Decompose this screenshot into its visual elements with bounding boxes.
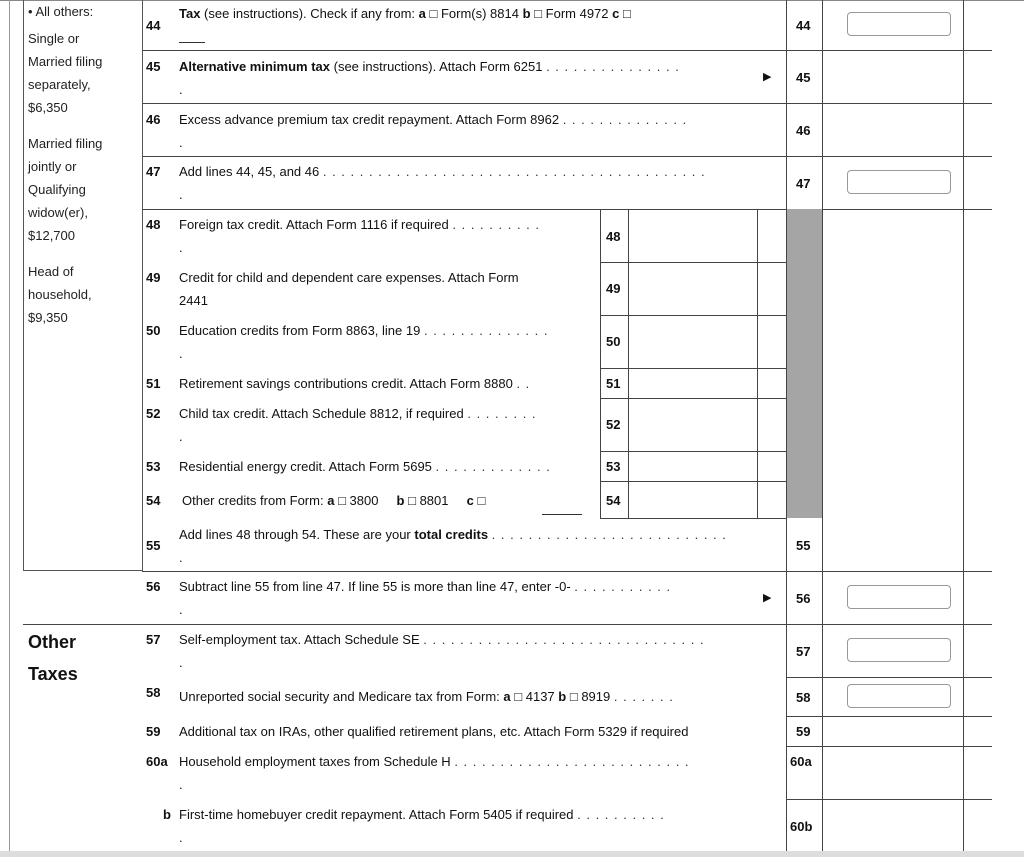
box-label-54: 54 bbox=[606, 493, 621, 508]
line-47-input[interactable] bbox=[847, 170, 951, 194]
box-label-48: 48 bbox=[606, 229, 621, 244]
box-label-51: 51 bbox=[606, 376, 621, 391]
line-56-text: Subtract line 55 from line 47. If line 55 is more than line 47, enter -0- . . . . . . . . . . . bbox=[179, 579, 672, 594]
checkbox-44c[interactable]: □ bbox=[622, 6, 631, 21]
line-54-number: 54 bbox=[146, 493, 161, 508]
box-label-56: 56 bbox=[796, 591, 811, 606]
line-57-input[interactable] bbox=[847, 638, 951, 662]
line-44-text: Tax (see instructions). Check if any from: a □ Form(s) 8814 b □ Form 4972 c □ bbox=[179, 6, 631, 21]
line-57-text: Self-employment tax. Attach Schedule SE . . . . . . . . . . . . . . . . . . . . . . . . . . . . . . . bbox=[179, 632, 705, 647]
line-46-number: 46 bbox=[146, 112, 161, 127]
line-48-dot: . bbox=[179, 240, 183, 255]
line-51-text: Retirement savings contributions credit. Attach Form 8880 . . bbox=[179, 376, 531, 391]
checkbox-8814[interactable]: □ bbox=[429, 6, 438, 21]
box-label-47: 47 bbox=[796, 176, 811, 191]
line-44-number: 44 bbox=[146, 18, 161, 33]
line-57-dot: . bbox=[179, 655, 183, 670]
horizontal-scrollbar[interactable] bbox=[0, 851, 1024, 857]
checkbox-8801[interactable]: □ bbox=[408, 493, 416, 508]
line-45-dot: . bbox=[179, 82, 183, 97]
line-46-dot: . bbox=[179, 135, 183, 150]
line-52-text: Child tax credit. Attach Schedule 8812, if required . . . . . . . . bbox=[179, 406, 537, 421]
line-55-number: 55 bbox=[146, 538, 161, 553]
line-45-text: Alternative minimum tax (see instructions). Attach Form 6251 . . . . . . . . . . . . . . . bbox=[179, 59, 680, 74]
line-49-text: Credit for child and dependent care expenses. Attach Form bbox=[179, 270, 519, 285]
box-label-44: 44 bbox=[796, 18, 811, 33]
line-60b-dot: . bbox=[179, 830, 183, 845]
line-54-blank[interactable] bbox=[542, 514, 582, 515]
line-45-number: 45 bbox=[146, 59, 161, 74]
checkbox-4972[interactable]: □ bbox=[534, 6, 543, 21]
line-48-text: Foreign tax credit. Attach Form 1116 if required . . . . . . . . . . bbox=[179, 217, 541, 232]
box-label-57: 57 bbox=[796, 644, 811, 659]
line-47-number: 47 bbox=[146, 164, 161, 179]
line-59-text: Additional tax on IRAs, other qualified retirement plans, etc. Attach Form 5329 if required bbox=[179, 724, 689, 739]
arrow-icon: ▶ bbox=[763, 71, 772, 83]
box-label-49: 49 bbox=[606, 281, 621, 296]
line-44-blank[interactable] bbox=[179, 42, 205, 43]
line-60b-text: First-time homebuyer credit repayment. Attach Form 5405 if required . . . . . . . . . . bbox=[179, 807, 665, 822]
line-56-number: 56 bbox=[146, 579, 161, 594]
line-60a-dot: . bbox=[179, 777, 183, 792]
line-60a-number: 60a bbox=[146, 754, 168, 769]
line-48-number: 48 bbox=[146, 217, 161, 232]
line-46-text: Excess advance premium tax credit repayment. Attach Form 8962 . . . . . . . . . . . . . . bbox=[179, 112, 688, 127]
line-52-number: 52 bbox=[146, 406, 161, 421]
box-label-60b: 60b bbox=[790, 819, 813, 834]
line-55-dot: . bbox=[179, 550, 183, 565]
box-label-55: 55 bbox=[796, 538, 811, 553]
line-55-text: Add lines 48 through 54. These are your total credits . . . . . . . . . . . . . . . . . . . . . . . . . . bbox=[179, 527, 727, 542]
box-label-52: 52 bbox=[606, 417, 621, 432]
line-51-number: 51 bbox=[146, 376, 161, 391]
shaded-column bbox=[787, 209, 822, 518]
line-50-number: 50 bbox=[146, 323, 161, 338]
line-52-dot: . bbox=[179, 429, 183, 444]
line-47-dot: . bbox=[179, 187, 183, 202]
other-taxes-heading-2: Taxes bbox=[28, 664, 78, 684]
box-label-59: 59 bbox=[796, 724, 811, 739]
line-56-dot: . bbox=[179, 602, 183, 617]
box-label-50: 50 bbox=[606, 334, 621, 349]
line-56-input[interactable] bbox=[847, 585, 951, 609]
line-49-text-2: 2441 bbox=[179, 293, 208, 308]
line-58-input[interactable] bbox=[847, 684, 951, 708]
line-50-dot: . bbox=[179, 346, 183, 361]
sidebar-hoh: Head of household, $9,350 bbox=[28, 264, 92, 325]
sidebar-all-others: • All others: bbox=[28, 4, 94, 19]
line-58-text: Unreported social security and Medicare tax from Form: a □ 4137 b □ 8919 . . . . . . . bbox=[179, 689, 674, 704]
sidebar-mfj: Married filing jointly or Qualifying widow(er), $12,700 bbox=[28, 136, 103, 243]
sidebar-single: Single or Married filing separately, $6,350 bbox=[28, 31, 103, 115]
arrow-icon: ▶ bbox=[763, 592, 772, 604]
line-59-number: 59 bbox=[146, 724, 161, 739]
line-54-text: Other credits from Form: a □ 3800 b □ 8801 c □ bbox=[182, 493, 486, 508]
line-60a-text: Household employment taxes from Schedule H . . . . . . . . . . . . . . . . . . . . . . . . . . bbox=[179, 754, 690, 769]
line-53-text: Residential energy credit. Attach Form 5695 . . . . . . . . . . . . . bbox=[179, 459, 551, 474]
checkbox-3800[interactable]: □ bbox=[338, 493, 346, 508]
box-label-60a: 60a bbox=[790, 754, 812, 769]
line-57-number: 57 bbox=[146, 632, 161, 647]
box-label-58: 58 bbox=[796, 690, 811, 705]
checkbox-4137[interactable]: □ bbox=[514, 689, 523, 704]
other-taxes-heading-1: Other bbox=[28, 632, 77, 652]
line-58-number: 58 bbox=[146, 685, 161, 700]
box-label-46: 46 bbox=[796, 123, 811, 138]
line-50-text: Education credits from Form 8863, line 19 . . . . . . . . . . . . . . bbox=[179, 323, 549, 338]
line-49-number: 49 bbox=[146, 270, 161, 285]
checkbox-54c[interactable]: □ bbox=[477, 493, 486, 508]
checkbox-8919[interactable]: □ bbox=[569, 689, 578, 704]
box-label-53: 53 bbox=[606, 459, 621, 474]
line-53-number: 53 bbox=[146, 459, 161, 474]
line-47-text: Add lines 44, 45, and 46 . . . . . . . . . . . . . . . . . . . . . . . . . . . . . . . . . . . . . . . . . . bbox=[179, 164, 706, 179]
line-60b-number: b bbox=[163, 807, 171, 822]
line-44-input[interactable] bbox=[847, 12, 951, 36]
box-label-45: 45 bbox=[796, 70, 811, 85]
